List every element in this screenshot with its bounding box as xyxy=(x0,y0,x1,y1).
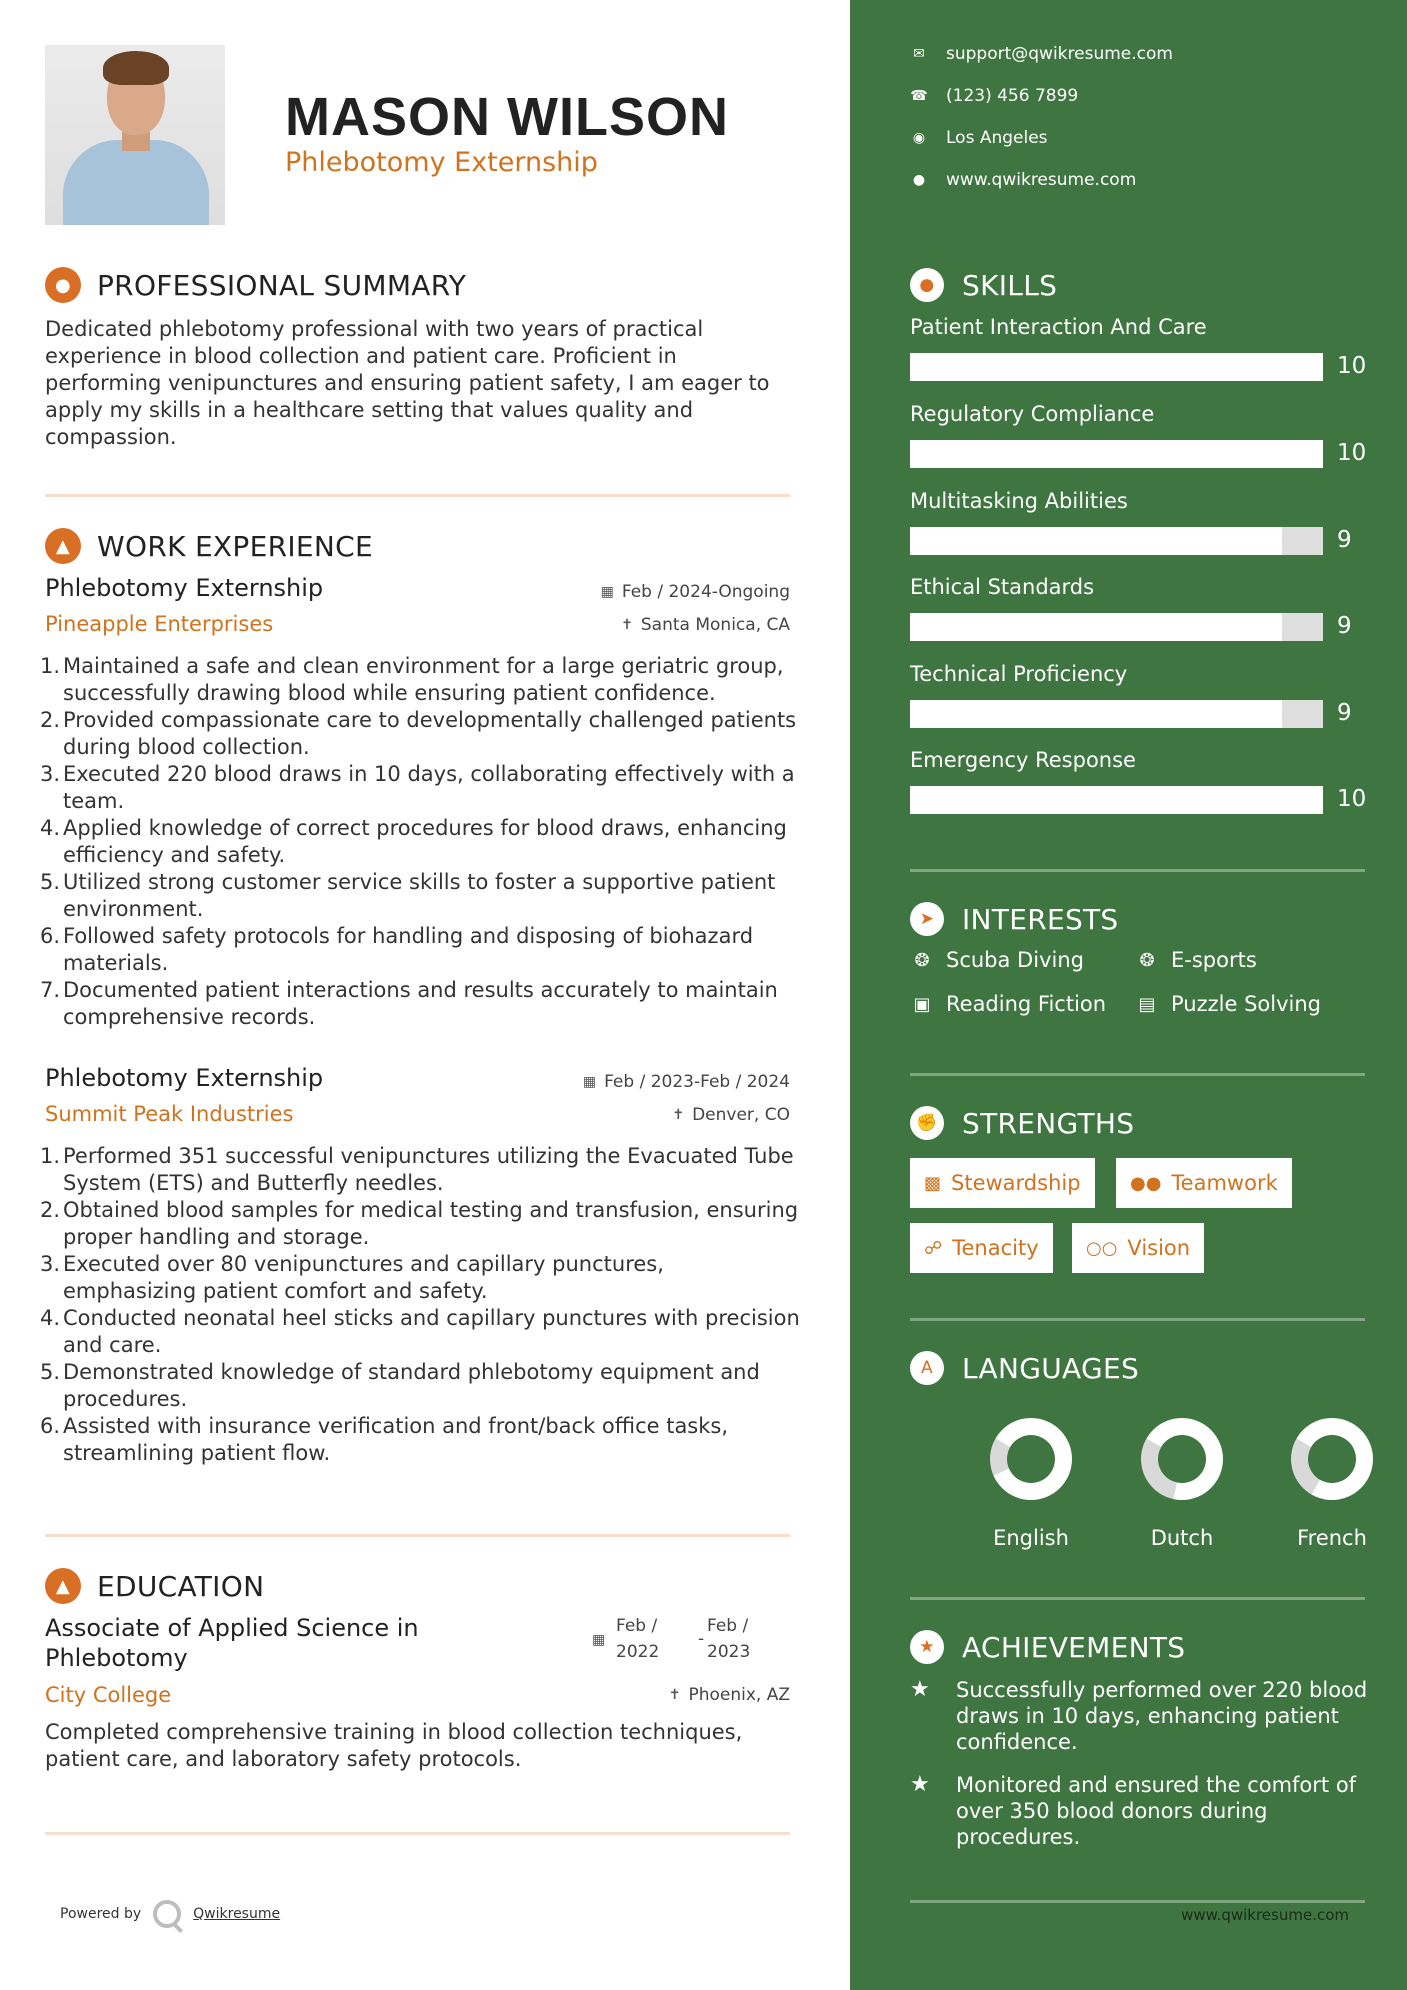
section-divider xyxy=(910,869,1365,872)
contact-email[interactable] xyxy=(910,44,1173,64)
briefcase-icon: ▩ xyxy=(924,1172,942,1194)
skill-bar-fill xyxy=(910,700,1282,728)
job-bullet: 2. Provided compassionate care to developmentally challenged patients during blood collection. xyxy=(40,708,797,759)
contact-website[interactable] xyxy=(910,170,1136,190)
skill-bar xyxy=(910,700,1323,728)
job-title: Phlebotomy Externship xyxy=(45,574,324,602)
skill-value: 9 xyxy=(1337,527,1352,553)
language-item xyxy=(1122,1418,1242,1550)
section-divider xyxy=(45,494,790,497)
strength-badge: ●● Teamwork xyxy=(1116,1158,1292,1208)
skill-bar-fill xyxy=(910,786,1323,814)
job-location xyxy=(672,1105,790,1125)
achievements-heading xyxy=(910,1630,1185,1664)
skill-name: Ethical Standards xyxy=(910,575,1095,599)
edu-location-text: Phoenix, AZ xyxy=(688,1685,790,1705)
gamepad-icon: ▣ xyxy=(913,993,931,1015)
job-bullet: 6. Followed safety protocols for handling and disposing of biohazard materials. xyxy=(40,924,754,975)
interest-item: ❂ Scuba Diving xyxy=(910,948,1084,972)
pin-icon: ✝ xyxy=(621,617,633,633)
achievement-item: ★ Monitored and ensured the comfort of over 350 blood donors during procedures. xyxy=(910,1772,1357,1849)
degree-title: Associate of Applied Science in Phlebotomy xyxy=(45,1614,419,1672)
sidebar xyxy=(850,0,1407,1990)
interests-heading-text: INTERESTS xyxy=(962,902,1119,936)
skill-bar xyxy=(910,527,1323,555)
job-bullet: 1. Maintained a safe and clean environment for a large geriatric group, successfully drawing blood while ensuring patient confidence. xyxy=(40,654,784,705)
edu-start-date: Feb / 2022 xyxy=(616,1616,660,1662)
language-level-ring xyxy=(990,1418,1072,1500)
qwikresume-logo-icon xyxy=(153,1900,181,1928)
job-company: Summit Peak Industries xyxy=(45,1102,294,1126)
skill-value: 10 xyxy=(1337,440,1367,466)
candidate-role: Phlebotomy Externship xyxy=(285,147,598,178)
job-location-text: Denver, CO xyxy=(692,1105,790,1125)
profile-photo xyxy=(45,45,225,225)
job-bullet: 4. Applied knowledge of correct procedures for blood draws, enhancing efficiency and safety. xyxy=(40,816,787,867)
languages-heading xyxy=(910,1351,1139,1385)
language-item xyxy=(971,1418,1091,1550)
contact-location xyxy=(910,128,1048,148)
job-bullet: 1. Performed 351 successful venipunctures utilizing the Evacuated Tube System (ETS) and Butterfly needles. xyxy=(40,1144,794,1195)
job-bullet: 3. Executed over 80 venipunctures and capillary punctures, emphasizing patient comfort and safety. xyxy=(40,1252,664,1303)
language-level-ring xyxy=(1291,1418,1373,1500)
language-name: English xyxy=(993,1526,1069,1550)
job-bullet: 3. Executed 220 blood draws in 10 days, collaborating effectively with a team. xyxy=(40,762,795,813)
users-icon: ●● xyxy=(1130,1172,1162,1194)
skill-name: Emergency Response xyxy=(910,748,1136,772)
experience-heading-text: WORK EXPERIENCE xyxy=(97,529,373,563)
edu-date-dash: - xyxy=(698,1629,705,1649)
job-dates-text: Feb / 2024-Ongoing xyxy=(621,582,790,602)
section-divider xyxy=(910,1900,1365,1903)
job-company: Pineapple Enterprises xyxy=(45,612,274,636)
skill-name: Multitasking Abilities xyxy=(910,489,1128,513)
contact-email-text: support@qwikresume.com xyxy=(946,44,1173,64)
job-bullets xyxy=(40,1143,800,1467)
book-icon: ▤ xyxy=(1138,993,1156,1015)
paper-plane-icon: ➤ xyxy=(910,902,944,936)
skill-bar-fill xyxy=(910,613,1282,641)
language-level-ring xyxy=(1141,1418,1223,1500)
skill-value: 9 xyxy=(1337,613,1352,639)
job-dates-text: Feb / 2023-Feb / 2024 xyxy=(604,1072,790,1092)
graduation-cap-icon: ▲ xyxy=(45,1568,81,1604)
summary-heading-text: PROFESSIONAL SUMMARY xyxy=(97,268,467,302)
contact-website-text: www.qwikresume.com xyxy=(946,170,1137,190)
skill-value: 10 xyxy=(1337,786,1367,812)
interest-item: ▣ Reading Fiction xyxy=(910,992,1106,1016)
strength-badge: ☍ Tenacity xyxy=(910,1223,1053,1273)
calendar-icon: ▦ xyxy=(592,1632,606,1648)
skill-bar xyxy=(910,440,1323,468)
binoculars-icon: ○○ xyxy=(1086,1237,1118,1259)
job-bullet: 7. Documented patient interactions and results accurately to maintain comprehensive records. xyxy=(40,978,778,1029)
job-dates xyxy=(583,1072,790,1092)
contact-phone[interactable] xyxy=(910,86,1078,106)
job-bullet: 4. Conducted neonatal heel sticks and capillary punctures with precision and care. xyxy=(40,1306,800,1357)
achievement-item: ★ Successfully performed over 220 blood draws in 10 days, enhancing patient confidence. xyxy=(910,1677,1368,1754)
language-name: Dutch xyxy=(1150,1526,1214,1550)
skill-name: Technical Proficiency xyxy=(910,662,1128,686)
calendar-icon: ▦ xyxy=(582,1074,597,1090)
pin-icon: ✝ xyxy=(668,1687,681,1703)
job-bullet: 5. Utilized strong customer service skills to foster a supportive patient environment. xyxy=(40,870,776,921)
job-title: Phlebotomy Externship xyxy=(45,1064,324,1092)
job-location xyxy=(621,615,790,635)
skill-bar-fill xyxy=(910,527,1282,555)
job-location-text: Santa Monica, CA xyxy=(640,615,790,635)
skill-bar-fill xyxy=(910,440,1323,468)
section-divider xyxy=(910,1318,1365,1321)
envelope-icon: ✉ xyxy=(913,46,925,62)
fist-icon: ✊ xyxy=(910,1106,944,1140)
lifebuoy-icon: ❂ xyxy=(914,949,930,971)
interest-item: ❂ E-sports xyxy=(1135,948,1257,972)
summary-text: Dedicated phlebotomy professional with two years of practical experience in blood collection and patient care. Proficient in performing venipunctures and ensuring patient safety, I am eager to apply my skills in a healthcare setting that values quality and compassion. xyxy=(45,317,770,449)
candidate-name: MASON WILSON xyxy=(285,87,729,147)
language-name: French xyxy=(1297,1526,1367,1550)
map-marker-icon: ◉ xyxy=(912,130,926,146)
phone-icon: ☎ xyxy=(910,88,928,104)
job-bullet: 6. Assisted with insurance verification and front/back office tasks, streamlining patient flow. xyxy=(40,1414,729,1465)
calendar-icon: ▦ xyxy=(600,584,614,600)
education-text: Completed comprehensive training in blood collection techniques, patient care, and laboratory safety protocols. xyxy=(45,1720,743,1771)
experience-heading xyxy=(45,528,373,564)
skill-bar xyxy=(910,786,1323,814)
star-icon: ★ xyxy=(910,1772,930,1797)
skills-heading-text: SKILLS xyxy=(962,268,1058,302)
summary-heading xyxy=(45,267,466,303)
star-icon: ★ xyxy=(910,1630,944,1664)
skill-value: 10 xyxy=(1337,353,1367,379)
education-heading xyxy=(45,1568,264,1604)
strength-badge: ○○ Vision xyxy=(1072,1223,1204,1273)
job-bullets xyxy=(40,653,800,1031)
link-icon: ☍ xyxy=(924,1237,943,1259)
footer-website[interactable]: www.qwikresume.com xyxy=(1181,1906,1349,1924)
language-item xyxy=(1272,1418,1392,1550)
lightbulb-icon: ● xyxy=(910,268,944,302)
skill-bar xyxy=(910,353,1323,381)
skill-name: Patient Interaction And Care xyxy=(910,315,1207,339)
achievements-heading-text: ACHIEVEMENTS xyxy=(962,1630,1186,1664)
chair-icon: ▲ xyxy=(45,528,81,564)
powered-by-label: Powered by xyxy=(60,1906,142,1922)
interest-item: ▤ Puzzle Solving xyxy=(1135,992,1321,1016)
star-icon: ★ xyxy=(910,1677,930,1702)
strengths-heading-text: STRENGTHS xyxy=(962,1106,1135,1140)
edu-end-date: Feb / 2023 xyxy=(707,1616,751,1662)
skills-heading xyxy=(910,268,1057,302)
section-divider xyxy=(910,1073,1365,1076)
job-bullet: 5. Demonstrated knowledge of standard phlebotomy equipment and procedures. xyxy=(40,1360,760,1411)
lifebuoy-icon: ❂ xyxy=(1139,949,1155,971)
section-divider xyxy=(910,1597,1365,1600)
education-heading-text: EDUCATION xyxy=(97,1569,265,1603)
interests-heading xyxy=(910,902,1119,936)
school-name: City College xyxy=(45,1683,172,1707)
translate-icon: A xyxy=(910,1351,944,1385)
section-divider xyxy=(45,1534,790,1537)
skill-name: Regulatory Compliance xyxy=(910,402,1155,426)
languages-heading-text: LANGUAGES xyxy=(962,1351,1140,1385)
strengths-heading xyxy=(910,1106,1134,1140)
contact-location-text: Los Angeles xyxy=(946,128,1048,148)
brand-link[interactable]: Qwikresume xyxy=(193,1906,281,1922)
job-bullet: 2. Obtained blood samples for medical testing and transfusion, ensuring proper handling and storage. xyxy=(40,1198,799,1249)
contact-phone-text: (123) 456 7899 xyxy=(946,86,1079,106)
globe-icon: ● xyxy=(912,172,926,188)
skill-value: 9 xyxy=(1337,700,1352,726)
section-divider xyxy=(45,1832,790,1835)
powered-by xyxy=(60,1900,280,1928)
strength-badge: ▩ Stewardship xyxy=(910,1158,1095,1208)
skill-bar xyxy=(910,613,1323,641)
user-icon: ● xyxy=(45,267,81,303)
edu-location xyxy=(669,1685,790,1705)
skill-bar-fill xyxy=(910,353,1323,381)
pin-icon: ✝ xyxy=(672,1107,685,1123)
job-dates xyxy=(601,582,790,602)
